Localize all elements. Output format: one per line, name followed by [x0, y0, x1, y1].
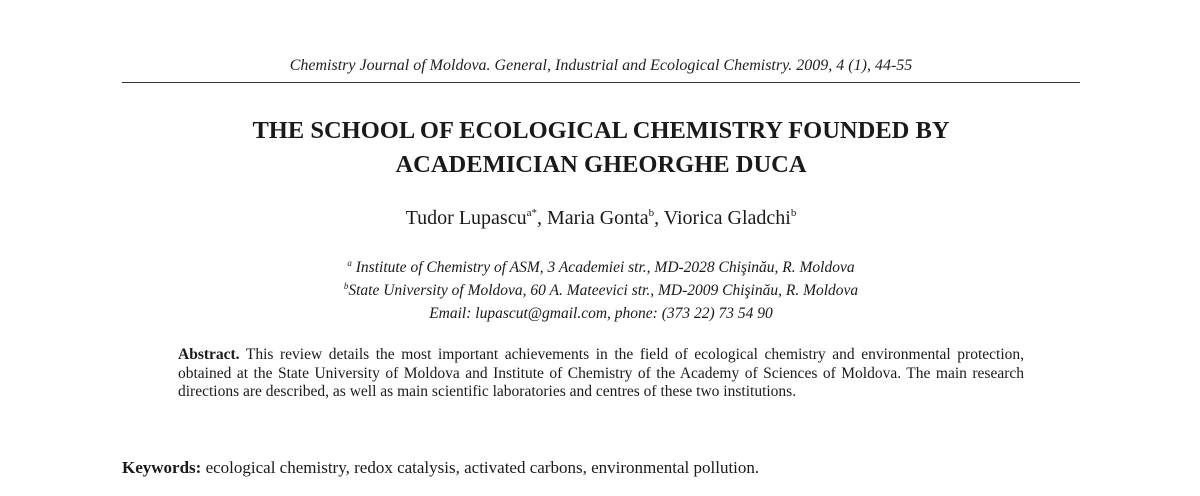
affiliation-a — [122, 257, 1080, 280]
header-divider — [122, 82, 1080, 83]
contact-email: Email: lupascut@gmail.com, phone: (373 22) 73 54 90 — [429, 305, 773, 322]
author-separator: , — [654, 207, 664, 229]
author-affiliation-mark: a* — [526, 207, 537, 219]
abstract — [178, 346, 1024, 402]
paper-title — [122, 114, 1080, 182]
abstract-text: This review details the most important achievements in the field of ecological chemistry and environmental protection, obtained at the State University of Moldova and Institute of Chemistry of the Academy of Sciences of Moldova. The main research directions are described, as well as main scientific laboratories and centres of these two institutions. — [178, 346, 1024, 400]
abstract-label: Abstract. — [178, 346, 240, 363]
author-name: Tudor Lupascu — [405, 207, 527, 229]
title-line-1: THE SCHOOL OF ECOLOGICAL CHEMISTRY FOUNDED BY — [252, 117, 950, 144]
author-name: Viorica Gladchi — [663, 207, 791, 229]
affiliation-mark: a — [347, 258, 352, 268]
affiliation-mark: b — [343, 281, 349, 291]
author-list — [122, 205, 1080, 234]
affiliation-b — [122, 280, 1080, 303]
title-line-2: ACADEMICIAN GHEORGHE DUCA — [395, 151, 807, 178]
keywords — [122, 457, 1080, 479]
keywords-label: Keywords: — [122, 458, 202, 477]
journal-header: Chemistry Journal of Moldova. General, Industrial and Ecological Chemistry. 2009, 4 (1), 44-55 — [289, 57, 913, 74]
author-affiliation-mark: b — [648, 207, 655, 219]
affiliations — [122, 257, 1080, 324]
author-affiliation-mark: b — [790, 207, 797, 219]
author-separator: , — [536, 207, 547, 229]
author-name: Maria Gonta — [546, 207, 649, 229]
affiliation-text: Institute of Chemistry of ASM, 3 Academiei str., MD-2028 Chişinău, R. Moldova — [351, 259, 855, 276]
affiliation-text: State University of Moldova, 60 A. Mateevici str., MD-2009 Chişinău, R. Moldova — [348, 282, 859, 299]
keywords-text: ecological chemistry, redox catalysis, activated carbons, environmental pollution. — [201, 458, 760, 477]
